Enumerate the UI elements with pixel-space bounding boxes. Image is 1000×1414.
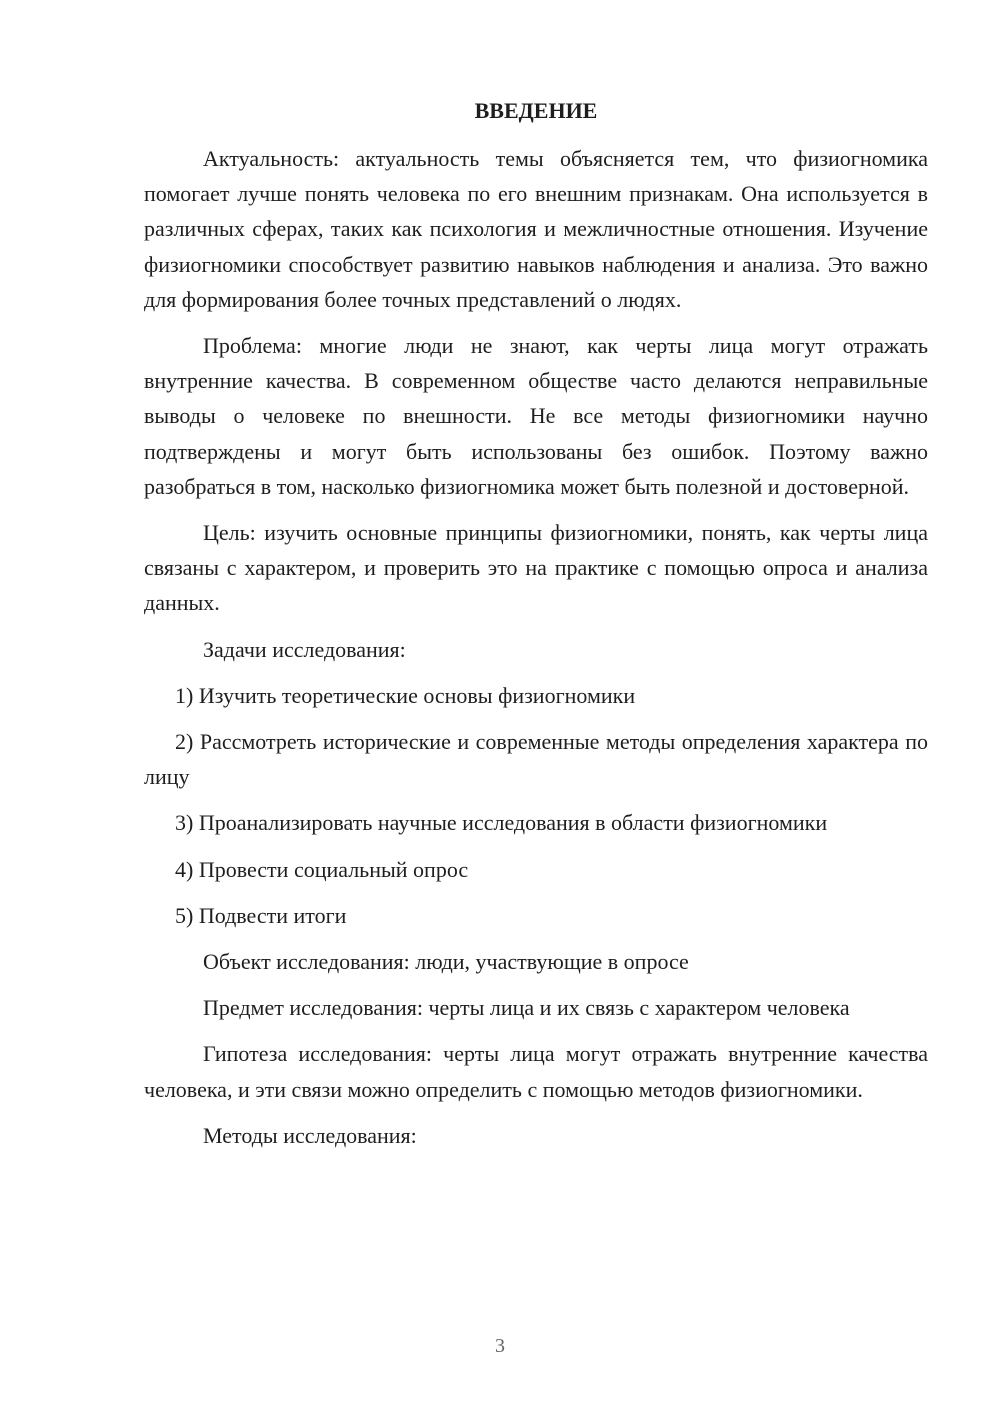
paragraph-object: Объект исследования: люди, участвующие в опросе — [203, 949, 689, 975]
task-item-3: 3) Проанализировать научные исследования в области физиогномики — [175, 810, 828, 836]
task-item-2: 2) Рассмотреть исторические и современные методы определения характера по лицу — [144, 729, 928, 790]
paragraph-tasks-heading: Задачи исследования: — [203, 636, 406, 662]
section-title: ВВЕДЕНИЕ — [474, 98, 598, 123]
task-item-1: 1) Изучить теоретические основы физиогномики — [175, 682, 636, 708]
paragraph-relevance: Актуальность: актуальность темы объясняется тем, что физиогномика помогает лучше понять человека по его внешним признакам. Она используется в различных сферах, таких как психология и межличностные отношения. Изучение физиогномики способствует развитию навыков наблюдения и анализа. Это важно для формирования более точных представлений о людях. — [144, 146, 928, 312]
page-number: 3 — [495, 1335, 505, 1357]
paragraph-hypothesis: Гипотеза исследования: черты лица могут отражать внутренние качества человека, и эти связи можно определить с помощью методов физиогномики. — [144, 1041, 928, 1102]
paragraph-subject: Предмет исследования: черты лица и их связь с характером человека — [203, 995, 850, 1021]
paragraph-methods: Методы исследования: — [203, 1122, 417, 1148]
paragraph-problem: Проблема: многие люди не знают, как черты лица могут отражать внутренние качества. В современном обществе часто делаются неправильные выводы о человеке по внешности. Не все методы физиогномики научно подтверждены и могут быть использованы без ошибок. Поэтому важно разобраться в том, насколько физиогномика может быть полезной и достоверной. — [144, 333, 928, 499]
paragraph-goal: Цель: изучить основные принципы физиогномики, понять, как черты лица связаны с характером, и проверить это на практике с помощью опроса и анализа данных. — [144, 520, 928, 616]
task-item-4: 4) Провести социальный опрос — [175, 856, 469, 882]
document-page — [144, 95, 928, 1164]
task-item-5: 5) Подвести итоги — [175, 902, 347, 928]
